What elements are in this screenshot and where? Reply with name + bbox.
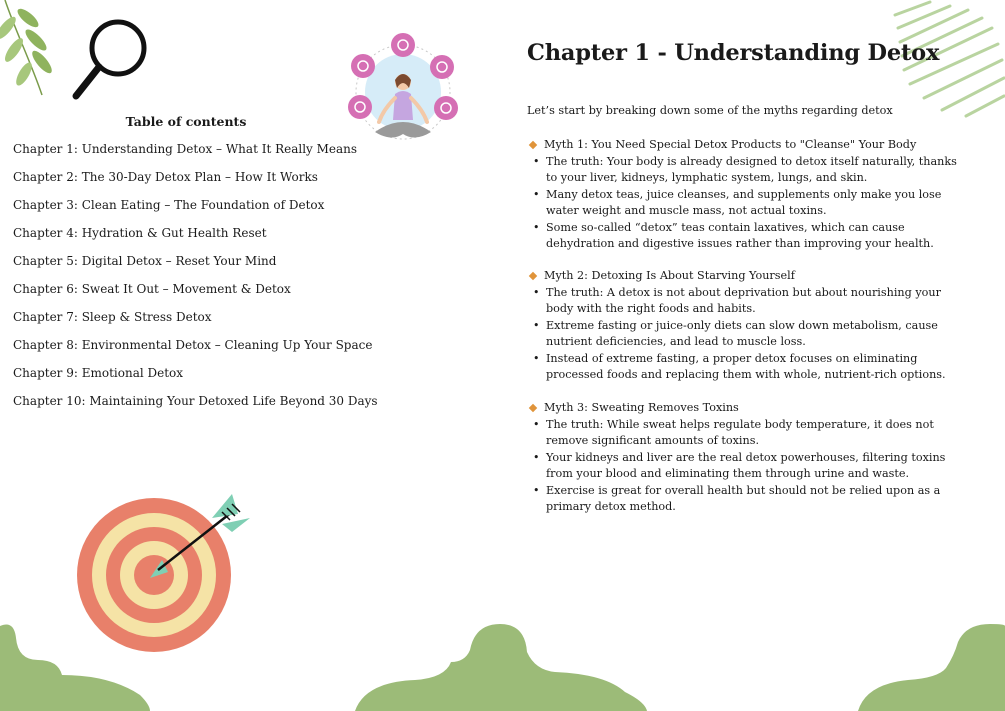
myth-section-2 [527,268,967,384]
myth-section-1 [527,137,967,253]
myth-point: • Many detox teas, juice cleanses, and supplements only make you lose water weight and muscle mass, not actual toxins. [546,187,967,220]
magnifier-icon [68,16,158,106]
myth-point: • Exercise is great for overall health but should not be relied upon as a primary detox method. [546,483,967,516]
chapter-title: Chapter 1 - Understanding Detox [527,40,940,66]
toc-item[interactable]: Chapter 8: Environmental Detox – Cleaning Up Your Space [13,338,373,352]
toc-item[interactable]: Chapter 6: Sweat It Out – Movement & Detox [13,282,291,296]
toc-item[interactable]: Chapter 10: Maintaining Your Detoxed Life Beyond 30 Days [13,394,378,408]
myth-point: • The truth: Your body is already designed to detox itself naturally, thanks to your liver, kidneys, lymphatic system, lungs, and skin. [546,154,967,187]
myth-point: • Some so-called “detox” teas contain laxatives, which can cause dehydration and digestive issues rather than improving your health. [546,220,967,253]
toc-title: Table of contents [125,114,247,129]
intro-text: Let’s start by breaking down some of the myths regarding detox [527,104,893,117]
toc-item[interactable]: Chapter 4: Hydration & Gut Health Reset [13,226,267,240]
toc-list [13,141,378,421]
toc-item[interactable]: Chapter 7: Sleep & Stress Detox [13,310,212,324]
myth-points [527,285,967,384]
myth-point: • The truth: A detox is not about deprivation but about nourishing your body with the right foods and habits. [546,285,967,318]
toc-item[interactable]: Chapter 1: Understanding Detox – What It Really Means [13,142,358,156]
myth-title: Myth 2: Detoxing Is About Starving Yourself [544,269,795,282]
myth-point: • Extreme fasting or juice-only diets can slow down metabolism, cause nutrient deficiencies, and lead to muscle loss. [546,318,967,351]
decorative-blob-center [355,622,650,711]
toc-item[interactable]: Chapter 2: The 30-Day Detox Plan – How It Works [13,170,318,184]
myth-point: • The truth: While sweat helps regulate body temperature, it does not remove significant amounts of toxins. [546,417,967,450]
myth-heading [527,268,967,285]
diamond-bullet-icon [529,404,537,412]
myth-title: Myth 3: Sweating Removes Toxins [544,401,739,414]
myth-points [527,154,967,253]
toc-item[interactable]: Chapter 9: Emotional Detox [13,366,184,380]
toc-item[interactable]: Chapter 3: Clean Eating – The Foundation of Detox [13,198,325,212]
diamond-bullet-icon [529,272,537,280]
myth-point: • Instead of extreme fasting, a proper detox focuses on eliminating processed foods and replacing them with whole, nutrient-rich options. [546,351,967,384]
decorative-blob-left [0,620,150,711]
toc-item[interactable]: Chapter 5: Digital Detox – Reset Your Mind [13,254,277,268]
leaf-branch-icon [0,0,60,100]
myth-heading [527,137,967,154]
myth-points [527,417,967,516]
myth-point: • Your kidneys and liver are the real detox powerhouses, filtering toxins from your blood and eliminating them through urine and waste. [546,450,967,483]
myth-heading [527,400,967,417]
myth-title: Myth 1: You Need Special Detox Products to "Cleanse" Your Body [544,138,917,151]
diamond-bullet-icon [529,141,537,149]
decorative-blob-right [858,622,1005,711]
myth-section-3 [527,400,967,516]
